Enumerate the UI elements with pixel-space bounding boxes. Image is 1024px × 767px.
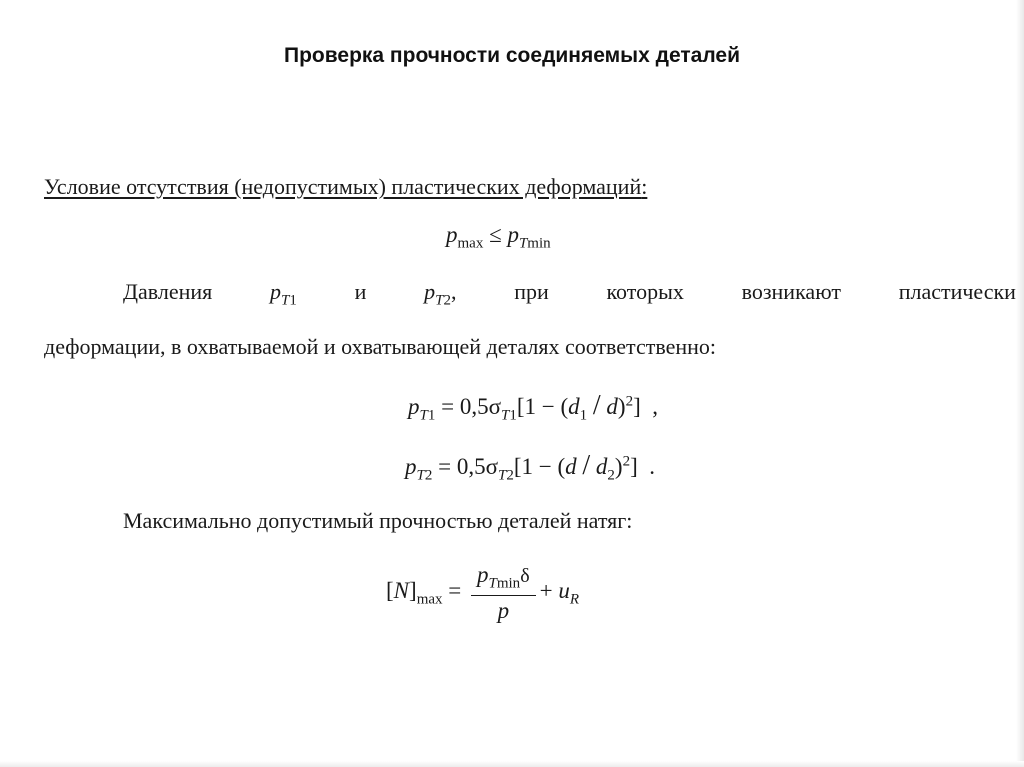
formula-condition: $p_{max} \le p_{Tmin}$	[446, 222, 551, 252]
formula-N-max: $[N]_{max}$ = $\frac{p_{Tmin}\delta}{p}$ + $u_R$	[386, 562, 580, 623]
pressures-paragraph-line2: деформации, в охватываемой и охватывающей деталях соответственно:	[44, 334, 716, 359]
slide-edge-shadow-bottom	[0, 761, 1024, 767]
p-T1-inline: $p_{T1}$	[270, 279, 297, 309]
formula-pT2: $p_{T2} = 0,5\sigma_{T2}[1 - (d / d_2)^2]$ .	[405, 450, 655, 484]
condition-heading-text: Условие отсутствия (недопустимых) пластических деформаций	[44, 174, 642, 199]
formula-pT1: $p_{T1} = 0,5\sigma_{T1}[1 - (d_1 / d)^2]$ ,	[408, 390, 658, 424]
condition-heading-colon: :	[641, 174, 648, 199]
p-T2-inline: $p_{T2}$,	[424, 279, 457, 309]
condition-heading	[44, 174, 647, 200]
max-tension-text: Максимально допустимый прочностью деталей натяг:	[123, 508, 633, 533]
pressures-paragraph-line1: Давления $p_{T1}$ и $p_{T2}$, при которых возникают пластически	[123, 279, 1016, 309]
slide-edge-shadow-right	[1016, 0, 1024, 767]
slide-title: Проверка прочности соединяемых деталей	[284, 44, 740, 67]
fraction: $\frac{p_{Tmin}\delta}{p}$	[471, 562, 536, 624]
